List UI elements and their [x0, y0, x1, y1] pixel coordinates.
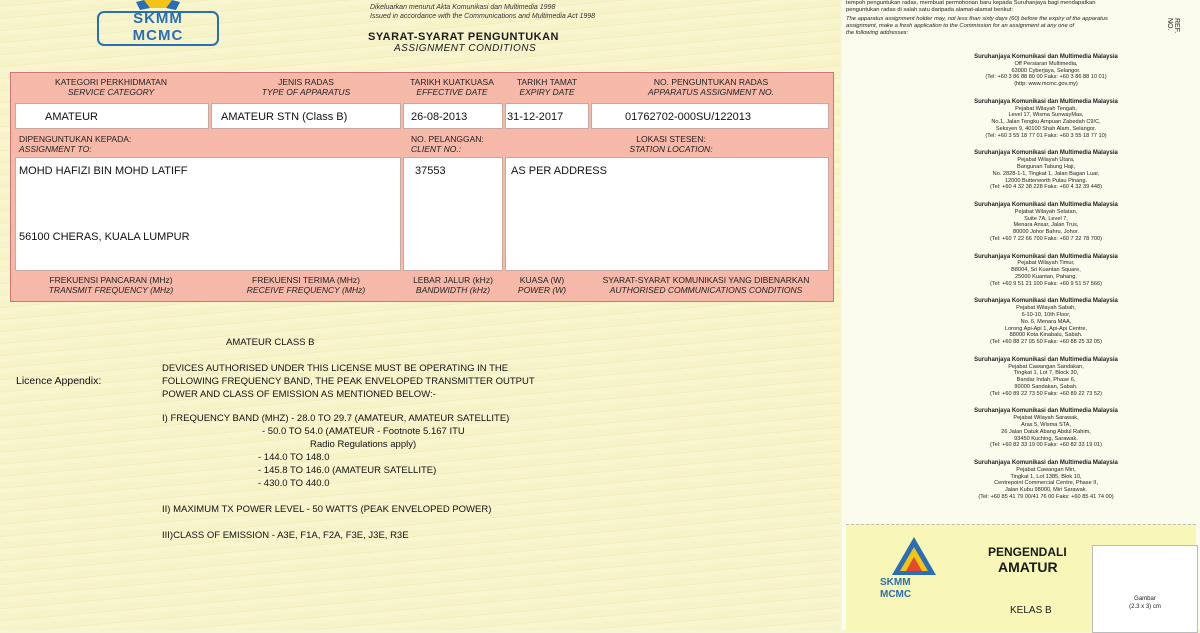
office-name: Suruhanjaya Komunikasi dan Multimedia Malaysia — [974, 253, 1118, 260]
office-address — [896, 298, 1196, 346]
office-line: (Tel: +60 88 27 05 50 Faks: +60 88 25 32 05) — [990, 339, 1102, 346]
effective-date-value: 26-08-2013 — [411, 111, 468, 123]
office-line: Menara Ansar, Jalan Trus, — [1013, 222, 1079, 229]
office-line: Off Persiaran Multimedia, — [1014, 60, 1078, 67]
hd-service-category: KATEGORI PERKHIDMATAN SERVICE CATEGORY — [55, 77, 167, 97]
office-line: No.1, Jalan Tengku Ampuan Zabedah C9/C, — [991, 119, 1101, 126]
band-2: - 50.0 TO 54.0 (AMATEUR - Footnote 5.167 ITU — [262, 426, 465, 437]
office-line: Pejabat Wilayah Timur, — [1017, 260, 1075, 267]
hd-station: LOKASI STESEN: STATION LOCATION: — [629, 134, 713, 154]
office-line: Pejabat Wilayah Sabah, — [1016, 305, 1076, 312]
office-line: No. 2828-1-1, Tingkat 1, Jalan Bagan Luar, — [992, 170, 1100, 177]
hd-effective-date: TARIKH KUATKUASA EFFECTIVE DATE — [410, 77, 494, 97]
hd-rx-freq: FREKUENSI TERIMA (MHz) RECEIVE FREQUENCY (MHz) — [246, 275, 366, 295]
hd-tx-freq: FREKUENSI PANCARAN (MHz) TRANSMIT FREQUENCY (MHz) — [48, 275, 174, 295]
office-address — [896, 254, 1196, 288]
band-5: - 430.0 TO 440.0 — [258, 478, 330, 489]
station-value: AS PER ADDRESS — [511, 165, 607, 177]
office-line: 93450 Kuching, Sarawak. — [1014, 435, 1078, 442]
office-list — [896, 54, 1196, 514]
office-line: 80000 Johor Bahru, Johor. — [1013, 229, 1079, 236]
hd-client-no: NO. PELANGGAN: CLIENT NO.: — [411, 134, 484, 154]
service-category-value: AMATEUR — [45, 111, 98, 123]
office-line: Lorong Api-Api 1, Api-Api Centre, — [1004, 325, 1088, 332]
assignee-city: 56100 CHERAS, KUALA LUMPUR — [19, 231, 190, 243]
addresses-panel — [842, 0, 1200, 630]
office-address — [896, 408, 1196, 449]
hd-assignment-no: NO. PENGUNTUKAN RADAS APPARATUS ASSIGNMENT NO. — [648, 77, 774, 97]
office-line: Bandar Indah, Phase 6, — [1016, 377, 1076, 384]
card-class: KELAS B — [1010, 605, 1052, 616]
band-4: - 145.8 TO 146.0 (AMATEUR SATELLITE) — [258, 465, 437, 476]
redacted-address — [19, 195, 245, 211]
card-title-1: PENGENDALI — [988, 545, 1067, 559]
office-line: 25000 Kuantan, Pahang. — [1015, 273, 1077, 280]
office-line: 6-10-10, 10th Floor, — [1021, 311, 1071, 318]
office-line: 12000 Butterworth Pulau Pinang. — [1004, 177, 1088, 184]
office-name: Suruhanjaya Komunikasi dan Multimedia Malaysia — [974, 408, 1118, 415]
act-en: Issued in accordance with the Communications and Multimedia Act 1998 — [370, 13, 596, 20]
hd-bandwidth: LEBAR JALUR (kHz) BANDWIDTH (kHz) — [413, 275, 493, 295]
expiry-note-en: The apparatus assignment holder may, not less than sixty days (60) before the expiry of the apparatus assignment, make a fresh application to the Commission for an assignment at any one of the following addresses: — [846, 16, 1108, 36]
office-line: Pejabat Wilayah Tengah, — [1015, 105, 1077, 112]
expiry-date-value: 31-12-2017 — [507, 111, 564, 123]
office-line: No. 6, Menara MAA, — [1020, 318, 1072, 325]
office-line: B8004, Sri Kuantan Square, — [1011, 267, 1081, 274]
assignment-no-value: 01762702-000SU/122013 — [625, 111, 752, 123]
ref-no: REF. NO. — [1166, 18, 1180, 34]
appendix-intro-1: DEVICES AUTHORISED UNDER THIS LICENSE MUST BE OPERATING IN THE — [162, 363, 509, 374]
id-card — [846, 524, 1196, 631]
appendix-intro-2: FOLLOWING FREQUENCY BAND, THE PEAK ENVELOPED TRANSMITTER OUTPUT — [162, 376, 535, 387]
page-subtitle: ASSIGNMENT CONDITIONS — [394, 43, 537, 54]
skmm-logo — [96, 0, 220, 46]
office-address — [896, 54, 1196, 88]
office-address — [896, 202, 1196, 243]
photo-label-2: (2.3 x 3) cm — [1129, 604, 1161, 610]
hd-conditions: SYARAT-SYARAT KOMUNIKASI YANG DIBENARKAN AUTHORISED COMMUNICATIONS CONDITIONS — [602, 275, 810, 295]
office-address — [896, 460, 1196, 501]
logo-text-top: SKMM — [133, 10, 183, 27]
office-line: (Tel: +60 9 51 21 100 Faks: +60 9 51 57 566) — [990, 280, 1102, 287]
office-line: (Tel: +60 4 32 38 228 Faks: +60 4 32 39 448) — [990, 184, 1102, 191]
band-3: - 144.0 TO 148.0 — [258, 452, 330, 463]
office-line: Suite 7A, Level 7, — [1024, 215, 1068, 222]
office-line: Bangunan Tabung Haji, — [1016, 163, 1076, 170]
office-line: Level 17, Wisma SunwayMas, — [1008, 112, 1084, 119]
band-1: I) FREQUENCY BAND (MHZ) - 28.0 TO 29.7 (AMATEUR, AMATEUR SATELLITE) — [162, 413, 510, 424]
office-line: Pejabat Wilayah Sarawak, — [1013, 415, 1079, 422]
office-line: 63000 Cyberjaya, Selangor. — [1011, 67, 1081, 74]
card-logo-top: SKMM — [880, 577, 911, 588]
office-address — [896, 99, 1196, 140]
office-line: Pejabat Wilayah Selatan, — [1014, 208, 1078, 215]
apparatus-type-value: AMATEUR STN (Class B) — [221, 111, 348, 123]
hd-power: KUASA (W) POWER (W) — [517, 275, 567, 295]
office-line: (Tel: +60 85 41 79 00/41 76 00 Faks: +60 85 41 74 00) — [978, 493, 1114, 500]
max-power: II) MAXIMUM TX POWER LEVEL - 50 WATTS (PEAK ENVELOPED POWER) — [162, 504, 492, 515]
office-name: Suruhanjaya Komunikasi dan Multimedia Malaysia — [974, 98, 1118, 105]
hd-assignee: DIPENGUNTUKAN KEPADA: ASSIGNMENT TO: — [19, 134, 132, 154]
office-line: Pejabat Cawangan Miri, — [1016, 466, 1076, 473]
office-line: (Tel: +60 3 55 18 77 01 Faks: +60 3 55 18 77 10) — [985, 132, 1107, 139]
office-line: Tingkat 1, Lot 1385, Blok 10, — [1010, 473, 1082, 480]
office-line: (Tel: +60 82 33 19 00 Faks: +60 82 33 19 01) — [990, 442, 1102, 449]
office-line: 90000 Sandakan, Sabah. — [1014, 383, 1078, 390]
hd-expiry-date: TARIKH TAMAT EXPIRY DATE — [516, 77, 578, 97]
appendix-label: Licence Appendix: — [16, 375, 102, 387]
office-name: Suruhanjaya Komunikasi dan Multimedia Malaysia — [974, 202, 1118, 208]
office-name: Suruhanjaya Komunikasi dan Multimedia Malaysia — [974, 150, 1118, 157]
office-line: Pejabat Wilayah Utara, — [1017, 157, 1075, 164]
office-name: Suruhanjaya Komunikasi dan Multimedia Malaysia — [974, 298, 1118, 305]
office-line: (Tel: +60 7 22 66 700 Faks: +60 7 22 78 700) — [990, 235, 1102, 242]
office-line: (Tel: +60 89 22 73 50 Faks: +60 89 22 73 52) — [990, 390, 1102, 397]
class-of-emission: III)CLASS OF EMISSION - A3E, F1A, F2A, F3E, J3E, R3E — [162, 530, 409, 541]
page-title: SYARAT-SYARAT PENGUNTUKAN — [368, 31, 559, 43]
appendix-class: AMATEUR CLASS B — [226, 337, 315, 348]
office-name: Suruhanjaya Komunikasi dan Multimedia Malaysia — [974, 54, 1118, 60]
photo-label-1: Gambar — [1134, 596, 1156, 602]
card-title-2: AMATUR — [998, 559, 1058, 575]
office-line: Centrepoint Commercial Centre, Phase II, — [994, 480, 1098, 487]
office-line: Aras 5, Wisma STA, — [1021, 421, 1071, 428]
card-logo-bottom: MCMC — [880, 589, 912, 600]
office-line: 88000 Kota Kinabalu, Sabah. — [1009, 332, 1083, 339]
office-line: Tingkat 1, Lot 7, Block 30, — [1013, 370, 1079, 377]
office-name: Suruhanjaya Komunikasi dan Multimedia Malaysia — [974, 460, 1118, 466]
office-line: (http: www.mcmc.gov.my) — [1014, 81, 1078, 88]
band-2b: Radio Regulations apply) — [310, 439, 417, 450]
office-line: Pejabat Cawangan Sandakan, — [1008, 363, 1084, 370]
office-address — [896, 150, 1196, 191]
assignee-name: MOHD HAFIZI BIN MOHD LATIFF — [19, 165, 188, 177]
office-name: Suruhanjaya Komunikasi dan Multimedia Malaysia — [974, 356, 1118, 363]
assignment-form — [10, 72, 834, 302]
hd-apparatus-type: JENIS RADAS TYPE OF APPARATUS — [261, 77, 351, 97]
act-ms: Dikeluarkan menurut Akta Komunikasi dan Multimedia 1998 — [370, 4, 556, 11]
office-address — [896, 357, 1196, 398]
expiry-note-ms: tempoh penguntukan radas, membuat permohonan baru kepada Suruhanjaya bagi mendapatkan penguntukan radas di salah satu daripada alamat-alamat berikut: — [846, 0, 1096, 13]
appendix-intro-3: POWER AND CLASS OF EMISSION AS MENTIONED BELOW:- — [162, 389, 436, 400]
logo-text-bottom: MCMC — [132, 27, 184, 44]
office-line: Seksyen 9, 40100 Shah Alam, Selangor. — [995, 125, 1097, 132]
office-line: Jalan Kubu 98000, Miri Sarawak. — [1004, 487, 1088, 494]
photo-box — [1092, 545, 1198, 633]
office-line: 26 Jalan Datuk Abang Abdul Rahim, — [1001, 428, 1091, 435]
client-no-value: 37553 — [415, 165, 446, 177]
office-line: (Tel: +60 3 86 88 80 00 Faks: +60 3 86 88 10 01) — [985, 74, 1107, 81]
